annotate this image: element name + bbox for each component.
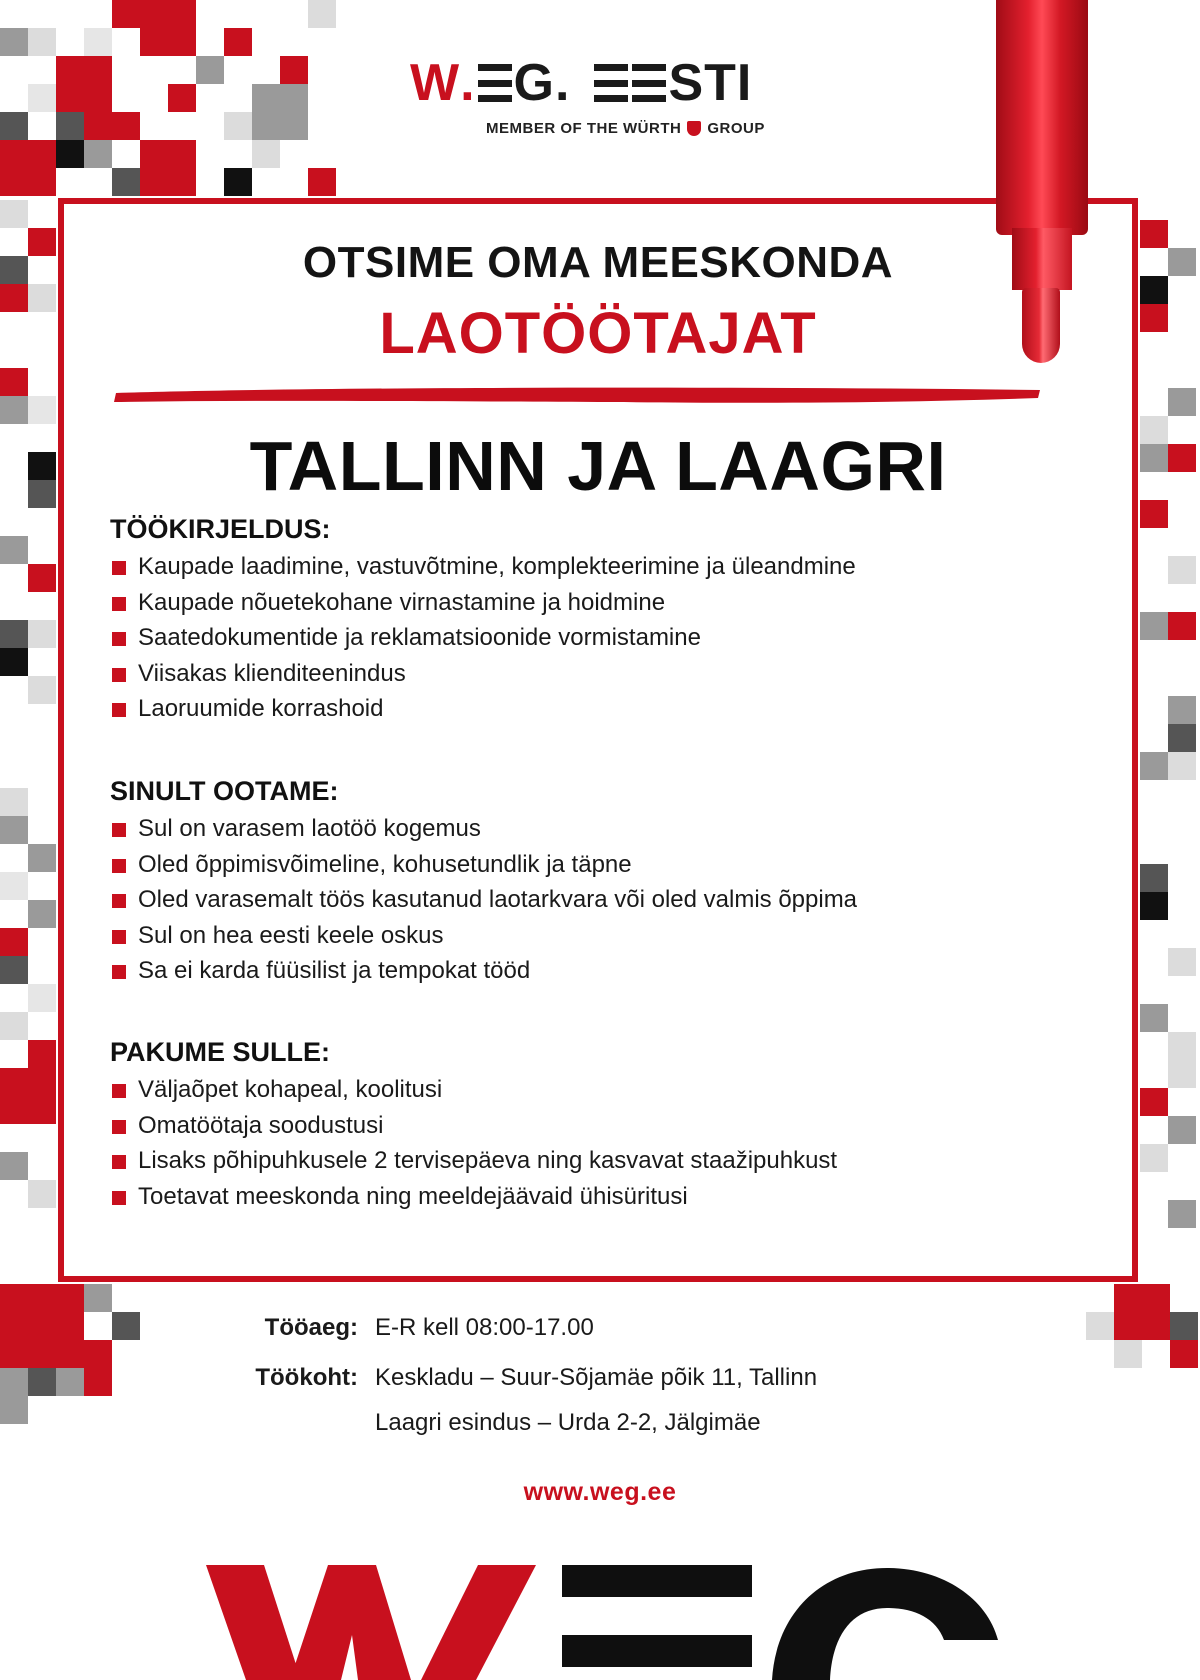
list-item: Väljaõpet kohapeal, koolitusi [110,1072,1070,1108]
section-requirements [110,776,1070,989]
logo-letter-g: G. [513,54,571,112]
logo-letters-sti: STI [668,54,753,112]
headline-location: TALLINN JA LAAGRI [249,427,947,505]
logo-letter-w: W [410,54,461,112]
big-logo-e-bars-icon [562,1565,752,1680]
list-item: Laoruumide korrashoid [110,691,1070,727]
headline-role: LAOTÖÖTAJAT [379,301,817,366]
pixel-mosaic-bottom-right [1086,1284,1200,1374]
marker-pen-tip [1022,288,1060,363]
list-item: Kaupade nõuetekohane virnastamine ja hoidmine [110,585,1070,621]
location-value-laagri: Laagri esindus – Urda 2-2, Jälgimäe [375,1409,761,1436]
list-item: Oled varasemalt töös kasutanud laotarkvara või oled valmis õppima [110,882,1070,918]
section-job-description [110,514,1070,727]
wurth-shield-icon [687,121,701,136]
logo-e-bars-icon [632,64,666,102]
list-item: Omatöötaja soodustusi [110,1108,1070,1144]
marker-pen-neck [1012,228,1072,290]
logo-tagline: MEMBER OF THE WÜRTH GROUP [486,120,765,137]
section-offer [110,1037,1070,1214]
list-item: Sa ei karda füüsilist ja tempokat tööd [110,953,1070,989]
big-logo-g [772,1568,1002,1680]
list-item: Sul on hea eesti keele oskus [110,918,1070,954]
red-marker-stroke [112,384,1044,406]
pixel-mosaic-left-edge [0,200,60,1200]
location-value-main: Keskladu – Suur-Sõjamäe põik 11, Tallinn [375,1364,818,1391]
logo-wordmark [410,54,800,112]
pixel-mosaic-bottom-left [0,1284,140,1434]
logo-dot: . [460,54,476,112]
list-item: Lisaks põhipuhkusele 2 tervisepäeva ning kasvavat staažipuhkust [110,1143,1070,1179]
headline-team: OTSIME OMA MEESKONDA [302,238,894,287]
list-item: Viisakas klienditeenindus [110,656,1070,692]
section-title: TÖÖKIRJELDUS: [110,514,331,544]
section-title: PAKUME SULLE: [110,1037,330,1067]
job-ad-frame [58,198,1138,1282]
pixel-mosaic-right-edge [1140,220,1200,1220]
location-label: Töökoht: [255,1364,358,1391]
list-item: Oled õppimisvõimeline, kohusetundlik ja täpne [110,847,1070,883]
list-item: Saatedokumentide ja reklamatsioonide vormistamine [110,620,1070,656]
logo-e-bars-icon [594,64,628,102]
section-title: SINULT OOTAME: [110,776,339,806]
big-logo-w [206,1565,536,1680]
pixel-mosaic-top-left [0,0,340,200]
website-link[interactable]: www.weg.ee [523,1478,677,1506]
hours-label: Tööaeg: [264,1314,358,1341]
hours-value: E-R kell 08:00-17.00 [375,1314,594,1341]
marker-pen-icon [996,0,1088,235]
list-item: Sul on varasem laotöö kogemus [110,811,1070,847]
list-item: Toetavat meeskonda ning meeldejäävaid ühisüritusi [110,1179,1070,1215]
logo-e-bars-icon [478,64,512,102]
list-item: Kaupade laadimine, vastuvõtmine, komplekteerimine ja üleandmine [110,549,1070,585]
company-logo [410,54,800,137]
